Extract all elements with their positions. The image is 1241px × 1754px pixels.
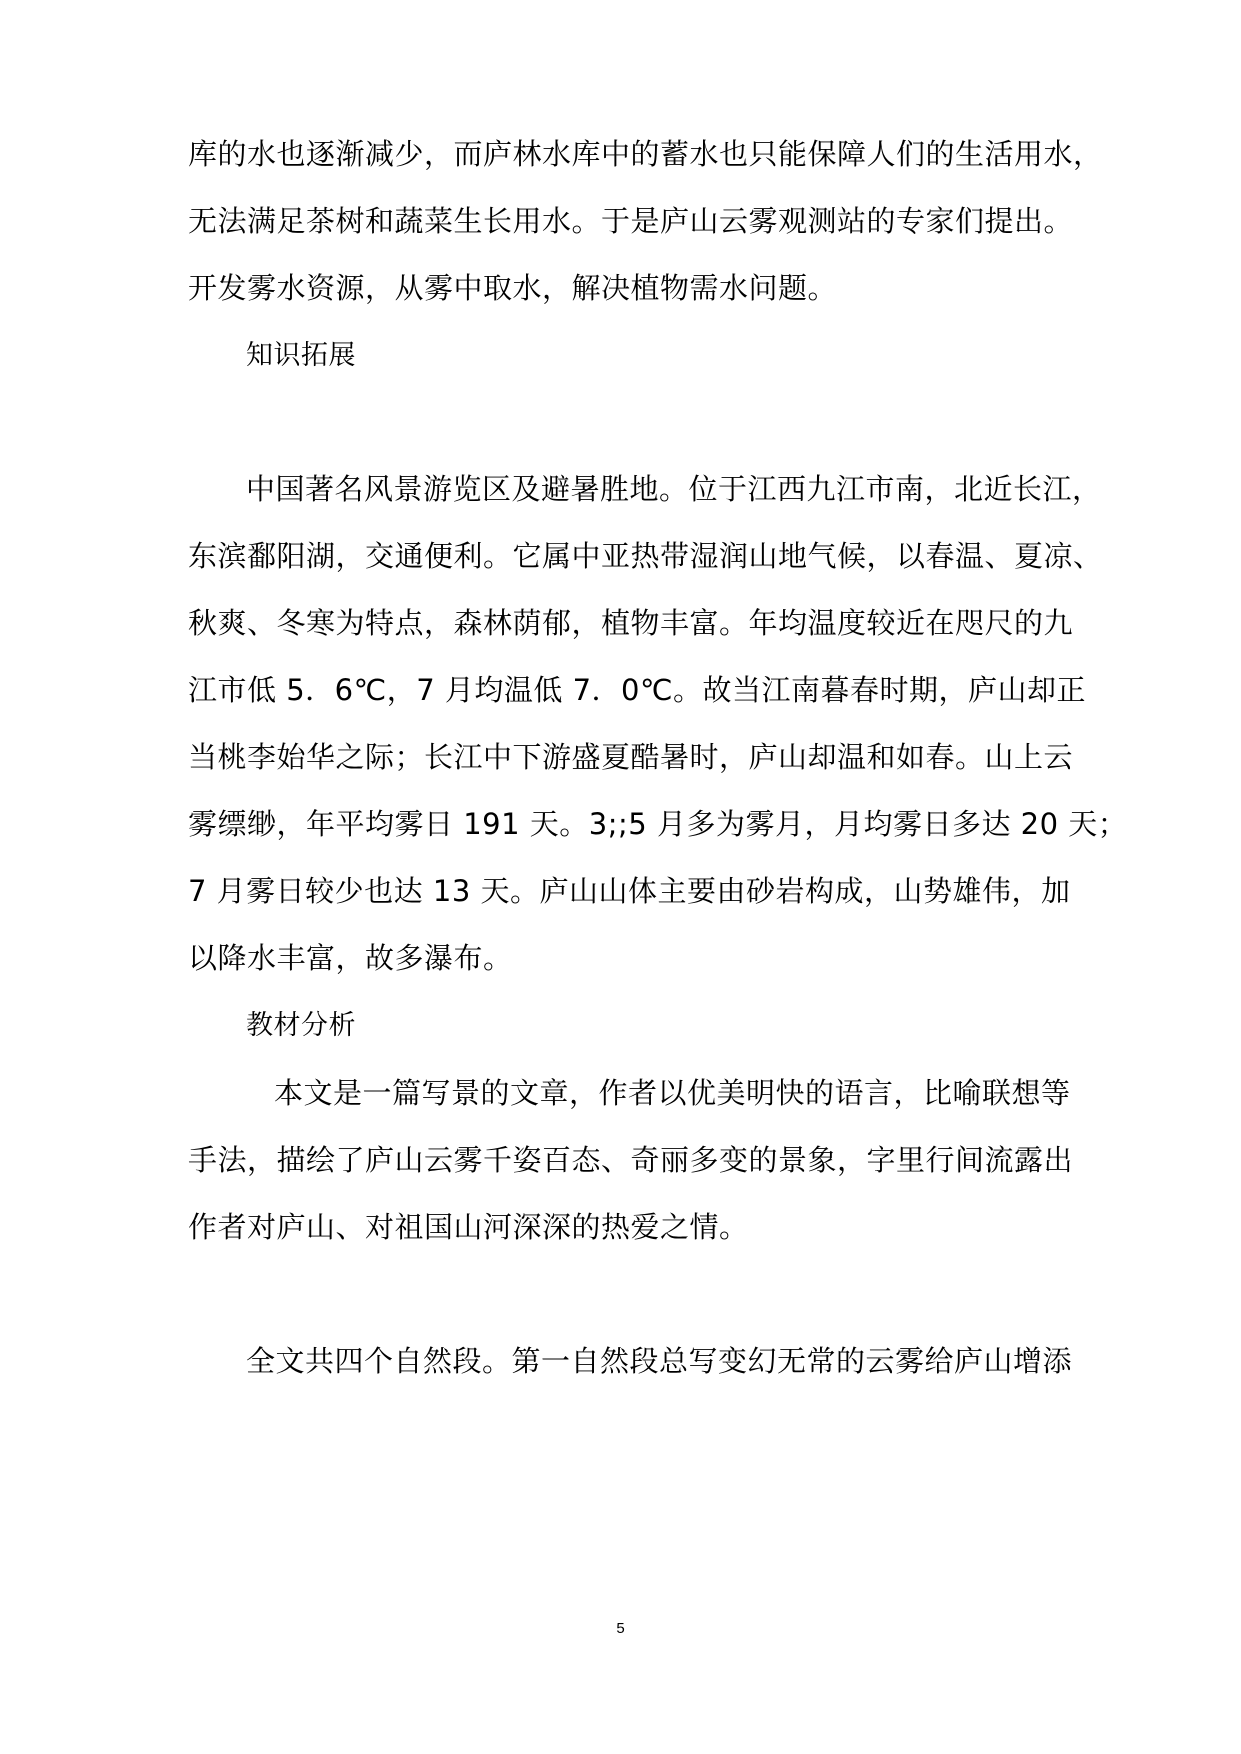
paragraph-line: 雾缥缈，年平均雾日 191 天。3;;5 月多为雾月，月均雾日多达 20 天；: [188, 807, 1128, 841]
paragraph-line: 库的水也逐渐减少，而庐林水库中的蓄水也只能保障人们的生活用水，: [188, 137, 1103, 171]
paragraph-line: 全文共四个自然段。第一自然段总写变幻无常的云雾给庐山增添: [246, 1344, 1073, 1378]
paragraph-line: 本文是一篇写景的文章，作者以优美明快的语言，比喻联想等: [274, 1076, 1071, 1110]
paragraph-line: 江市低 5．6℃，7 月均温低 7．0℃。故当江南暮春时期，庐山却正: [188, 673, 1087, 707]
paragraph-line: 7 月雾日较少也达 13 天。庐山山体主要由砂岩构成，山势雄伟，加: [188, 874, 1071, 908]
paragraph-line: 中国著名风景游览区及避暑胜地。位于江西九江市南，北近长江，: [246, 472, 1102, 506]
paragraph-line: 东滨鄱阳湖，交通便利。它属中亚热带湿润山地气候，以春温、夏凉、: [188, 539, 1103, 573]
section-heading-analysis: 教材分析: [246, 1010, 356, 1041]
paragraph-line: 以降水丰富，故多瀑布。: [188, 941, 513, 975]
paragraph-line: 开发雾水资源，从雾中取水，解决植物需水问题。: [188, 271, 838, 305]
paragraph-line: 当桃李始华之际；长江中下游盛夏酷暑时，庐山却温和如春。山上云: [188, 740, 1074, 774]
paragraph-line: 无法满足茶树和蔬菜生长用水。于是庐山云雾观测站的专家们提出。: [188, 204, 1074, 238]
paragraph-line: 手法，描绘了庐山云雾千姿百态、奇丽多变的景象，字里行间流露出: [188, 1143, 1074, 1177]
page-number: 5: [616, 1620, 625, 1637]
section-heading-knowledge: 知识拓展: [246, 340, 356, 371]
paragraph-line: 秋爽、冬寒为特点，森林荫郁，植物丰富。年均温度较近在咫尺的九: [188, 606, 1074, 640]
paragraph-line: 作者对庐山、对祖国山河深深的热爱之情。: [188, 1210, 749, 1244]
